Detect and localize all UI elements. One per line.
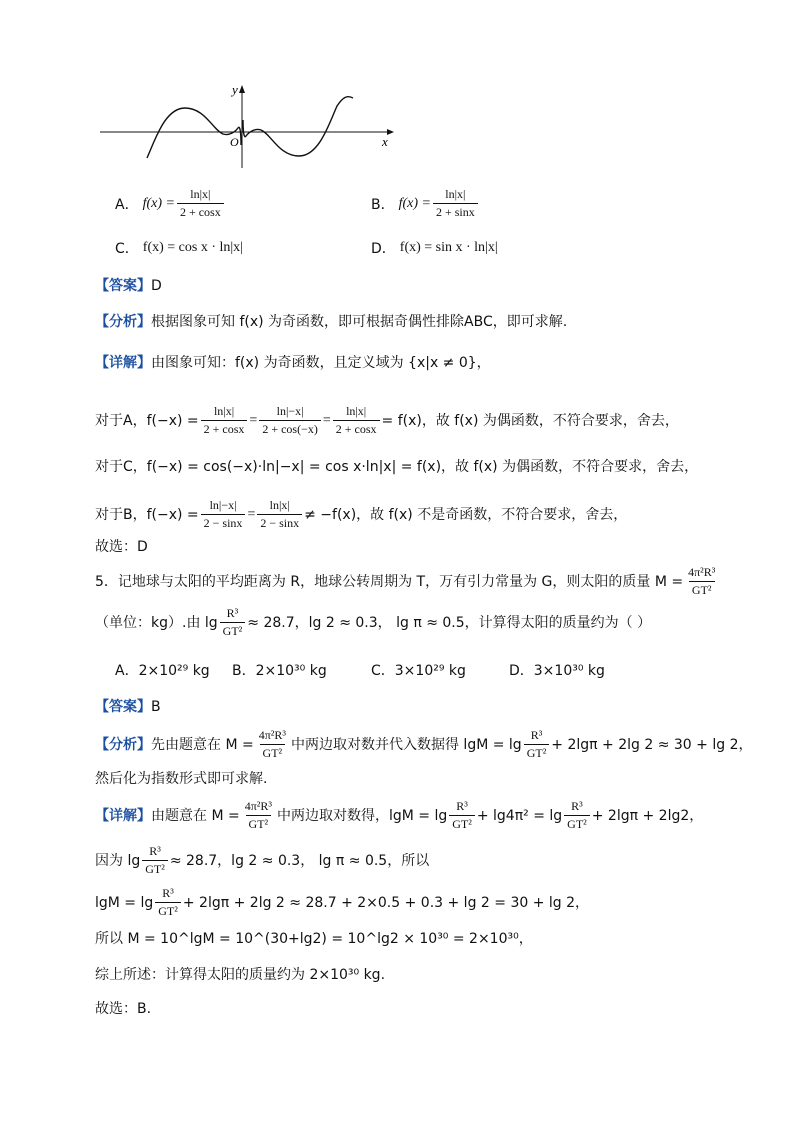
q5-detail: 【详解】 由题意在 M = $\frac{\text{4π²R³}}{\text{GT²}}$ 中两边取对数得，lgM = lg $\frac{\text{R³}}{\text{GT²}}$ + lg4π² = lg $\frac{\text{R³}}{\text{GT²}}$ + 2lgπ + 2lg2， xyxy=(95,799,704,831)
equals-sign: = xyxy=(322,412,331,428)
q5-option-c: C．3×10²⁹ kg xyxy=(371,663,466,679)
q5-detail-frac-2: $\frac{\text{R³}}{\text{GT²}}$ xyxy=(449,800,475,831)
y-axis-arrow xyxy=(239,85,245,93)
q5-since-frac: $\frac{\text{R³}}{\text{GT²}}$ xyxy=(142,845,168,876)
curve-right xyxy=(243,97,353,156)
curve-left xyxy=(147,108,241,158)
q5-so: 所以 M = 10^lgM = 10^(30+lg2) = 10^lg2 × 10³⁰ = 2×10³⁰， xyxy=(95,931,533,947)
q5-calc-frac: $\frac{\text{R³}}{\text{GT²}}$ xyxy=(155,887,181,918)
q4-check-c: 对于C，f(−x) = cos(−x)·ln|−x| = cos x·ln|x| = f(x)，故 f(x) 为偶函数，不符合要求，舍去， xyxy=(95,459,699,475)
equals-sign: = xyxy=(249,412,258,428)
q4-check-a: 对于A，f(−x) = $\frac{\ln|x|}{2 + \cos x}$ = $\frac{\ln|-x|}{2 + \cos(-x)}$ = $\frac{\ln|x|}{2 + \cos x}$ = f(x)，故 f(x) 为偶函数，不符合要求，舍去， xyxy=(95,404,679,436)
function-graph xyxy=(95,80,405,170)
q4-analysis: 【分析】 根据图象可知 f(x) 为奇函数，即可根据奇偶性排除ABC，即可求解. xyxy=(95,314,568,330)
check-a-frac-2: $\frac{\ln|-x|}{2 + \cos(-x)}$ xyxy=(259,405,321,436)
y-label: y xyxy=(232,82,238,97)
q4-check-b: 对于B，f(−x) = $\frac{\ln|-x|}{2 - \sin x}$ = $\frac{\ln|x|}{2 - \sin x}$ ≠ −f(x)，故 f(x) 不是奇函数，不符合要求，舍去， xyxy=(95,498,628,530)
q4-option-b-fraction: $\frac{\ln|x|}{2 + \sin x}$ xyxy=(433,188,478,219)
q5-analysis: 【分析】 先由题意在 M = $\frac{\text{4π²R³}}{\text{GT²}}$ 中两边取对数并代入数据得 lgM = lg $\frac{\text{R³}}{\text{GT²}}$ + 2lgπ + 2lg 2 ≈ 30 + lg 2， xyxy=(95,728,753,760)
q5-analysis-frac-2: $\frac{\text{R³}}{\text{GT²}}$ xyxy=(524,729,550,760)
x-axis-arrow xyxy=(387,129,394,135)
check-b-frac-1: $\frac{\ln|-x|}{2 - \sin x}$ xyxy=(201,499,246,530)
check-b-frac-2: $\frac{\ln|x|}{2 - \sin x}$ xyxy=(257,499,302,530)
q5-stem-line-2: （单位：kg）.由 lg $\frac{\text{R³}}{\text{GT²}}$ ≈ 28.7，lg 2 ≈ 0.3， lg π ≈ 0.5，计算得太阳的质量约为（ ） xyxy=(95,606,652,638)
q5-mass-formula: $\frac{\text{4π²R³}}{\text{GT²}}$ xyxy=(688,565,716,597)
q4-option-c: C． f(x) = cos x · ln|x| xyxy=(115,240,243,257)
q5-detail-frac-1: $\frac{\text{4π²R³}}{\text{GT²}}$ xyxy=(244,799,272,831)
q5-analysis-frac-1: $\frac{\text{4π²R³}}{\text{GT²}}$ xyxy=(258,728,286,760)
q4-option-d: D． f(x) = sin x · ln|x| xyxy=(371,240,498,257)
q4-detail: 【详解】 由图象可知：f(x) 为奇函数，且定义域为 {x|x ≠ 0}， xyxy=(95,355,491,371)
q5-conclusion: 故选：B. xyxy=(95,1001,152,1017)
q5-since: 因为 lg $\frac{\text{R³}}{\text{GT²}}$ ≈ 28.7，lg 2 ≈ 0.3， lg π ≈ 0.5，所以 xyxy=(95,844,430,876)
q5-stem-line-1: 5．记地球与太阳的平均距离为 R，地球公转周期为 T，万有引力常量为 G，则太阳的质量 M = $\frac{\text{4π²R³}}{\text{GT²}}$ xyxy=(95,566,720,597)
check-a-frac-3: $\frac{\ln|x|}{2 + \cos x}$ xyxy=(333,405,380,436)
x-label: x xyxy=(382,134,388,149)
check-a-frac-1: $\frac{\ln|x|}{2 + \cos x}$ xyxy=(201,405,248,436)
q4-conclusion: 故选：D xyxy=(95,539,148,555)
q5-detail-frac-3: $\frac{\text{R³}}{\text{GT²}}$ xyxy=(564,800,590,831)
q4-option-a-fraction: $\frac{\ln|x|}{2 + \cos x}$ xyxy=(177,188,224,219)
q4-answer: 【答案】 D xyxy=(95,278,162,294)
q5-answer: 【答案】 B xyxy=(95,699,161,715)
q5-calc: lgM = lg $\frac{\text{R³}}{\text{GT²}}$ + 2lgπ + 2lg 2 ≈ 28.7 + 2×0.5 + 0.3 + lg 2 = 30 + lg 2， xyxy=(95,886,590,918)
q5-summary: 综上所述：计算得太阳的质量约为 2×10³⁰ kg. xyxy=(95,967,386,983)
q5-option-d: D．3×10³⁰ kg xyxy=(509,663,605,679)
equals-sign: = xyxy=(247,506,256,522)
q5-option-b: B．2×10³⁰ kg xyxy=(232,663,327,679)
q5-analysis-line-2: 然后化为指数形式即可求解. xyxy=(95,771,268,787)
q4-option-b: B． f(x) = $\frac{\ln|x|}{2 + \sin x}$ xyxy=(371,188,480,219)
q5-stem-fraction: $\frac{\text{R³}}{\text{GT²}}$ xyxy=(220,607,246,638)
q4-option-a: A． f(x) = $\frac{\ln|x|}{2 + \cos x}$ xyxy=(115,188,226,219)
origin-label: O xyxy=(230,135,239,149)
q5-option-a: A．2×10²⁹ kg xyxy=(115,663,210,679)
